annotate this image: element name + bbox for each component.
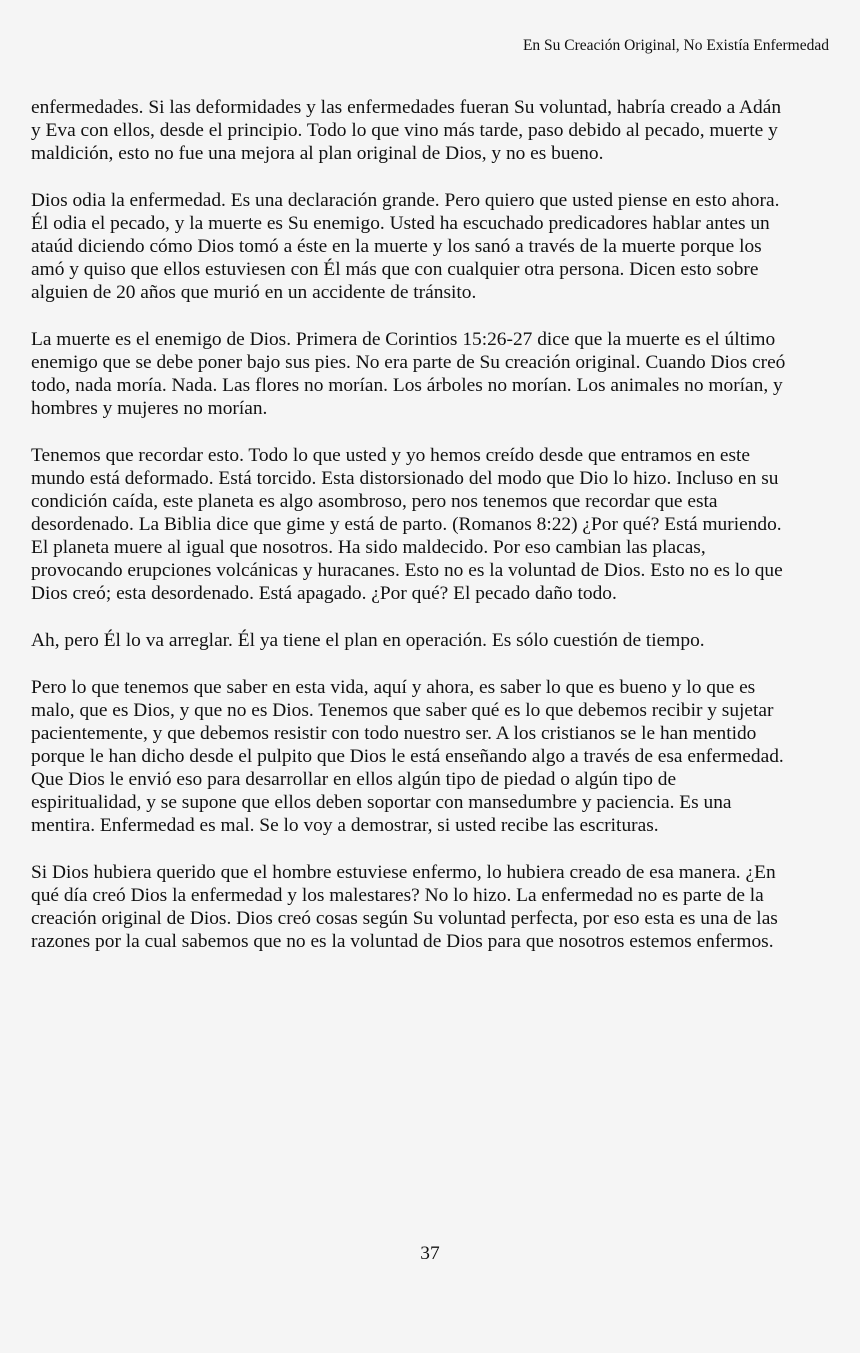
paragraph-3: [31, 328, 831, 420]
text-line: hombres y mujeres no morían.: [31, 398, 268, 419]
paragraph-6: [31, 676, 831, 837]
text-line: mentira. Enfermedad es mal. Se lo voy a demostrar, si usted recibe las escrituras.: [31, 815, 659, 836]
text-line: Que Dios le envió eso para desarrollar en ellos algún tipo de piedad o algún tipo de: [31, 769, 677, 790]
text-line: Dios creó; esta desordenado. Está apagado. ¿Por qué? El pecado daño todo.: [31, 583, 617, 604]
running-header: En Su Creación Original, No Existía Enfermedad: [522, 37, 829, 54]
text-line: Dios odia la enfermedad. Es una declaración grande. Pero quiero que usted piense en esto ahora.: [31, 190, 780, 211]
text-line: Si Dios hubiera querido que el hombre estuviese enfermo, lo hubiera creado de esa manera. ¿En: [31, 862, 776, 883]
text-line: enfermedades. Si las deformidades y las enfermedades fueran Su voluntad, habría creado a Adán: [31, 97, 782, 118]
text-line: provocando erupciones volcánicas y huracanes. Esto no es la voluntad de Dios. Esto no es lo que: [31, 560, 783, 581]
text-line: El planeta muere al igual que nosotros. Ha sido maldecido. Por eso cambian las placas,: [31, 537, 706, 558]
text-line: pacientemente, y que debemos resistir con todo nuestro ser. A los cristianos se le han mentido: [31, 723, 757, 744]
text-line: malo, que es Dios, y que no es Dios. Tenemos que saber qué es lo que debemos recibir y sujetar: [31, 700, 774, 721]
text-line: Él odia el pecado, y la muerte es Su enemigo. Usted ha escuchado predicadores hablar antes un: [31, 213, 770, 234]
text-line: condición caída, este planeta es algo asombroso, pero nos tenemos que recordar que esta: [31, 491, 718, 512]
text-line: desordenado. La Biblia dice que gime y está de parto. (Romanos 8:22) ¿Por qué? Está muriendo.: [31, 514, 782, 535]
text-line: creación original de Dios. Dios creó cosas según Su voluntad perfecta, por eso esta es una de las: [31, 908, 778, 929]
paragraph-2: [31, 189, 831, 304]
text-line: ataúd diciendo cómo Dios tomó a éste en la muerte y los sanó a través de la muerte porque los: [31, 236, 762, 257]
text-line: amó y quiso que ellos estuviesen con Él más que con cualquier otra persona. Dicen esto sobre: [31, 259, 759, 280]
text-line: Pero lo que tenemos que saber en esta vida, aquí y ahora, es saber lo que es bueno y lo que es: [31, 677, 756, 698]
text-line: razones por la cual sabemos que no es la voluntad de Dios para que nosotros estemos enfermos.: [31, 931, 774, 952]
text-line: Tenemos que recordar esto. Todo lo que usted y yo hemos creído desde que entramos en este: [31, 445, 751, 466]
text-line: La muerte es el enemigo de Dios. Primera de Corintios 15:26-27 dice que la muerte es el último: [31, 329, 776, 350]
text-line: porque le han dicho desde el pulpito que Dios le está enseñando algo a través de esa enfermedad.: [31, 746, 784, 767]
text-line: y Eva con ellos, desde el principio. Todo lo que vino más tarde, paso debido al pecado, muerte y: [31, 120, 778, 141]
text-line: alguien de 20 años que murió en un accidente de tránsito.: [31, 282, 477, 303]
text-line: mundo está deformado. Está torcido. Esta distorsionado del modo que Dio lo hizo. Incluso en su: [31, 468, 779, 489]
paragraph-7: [31, 861, 831, 953]
text-line: Ah, pero Él lo va arreglar. Él ya tiene el plan en operación. Es sólo cuestión de tiempo.: [31, 630, 705, 651]
paragraph-5: [31, 629, 831, 652]
text-line: todo, nada moría. Nada. Las flores no morían. Los árboles no morían. Los animales no morían, y: [31, 375, 783, 396]
page-number: 37: [420, 1243, 440, 1264]
paragraph-1: [31, 96, 831, 165]
text-line: qué día creó Dios la enfermedad y los malestares? No lo hizo. La enfermedad no es parte de la: [31, 885, 764, 906]
text-line: enemigo que se debe poner bajo sus pies. No era parte de Su creación original. Cuando Dios creó: [31, 352, 786, 373]
text-line: maldición, esto no fue una mejora al plan original de Dios, y no es bueno.: [31, 143, 604, 164]
text-line: espiritualidad, y se supone que ellos deben soportar con mansedumbre y paciencia. Es una: [31, 792, 732, 813]
body-text: [31, 96, 831, 977]
paragraph-4: [31, 444, 831, 605]
